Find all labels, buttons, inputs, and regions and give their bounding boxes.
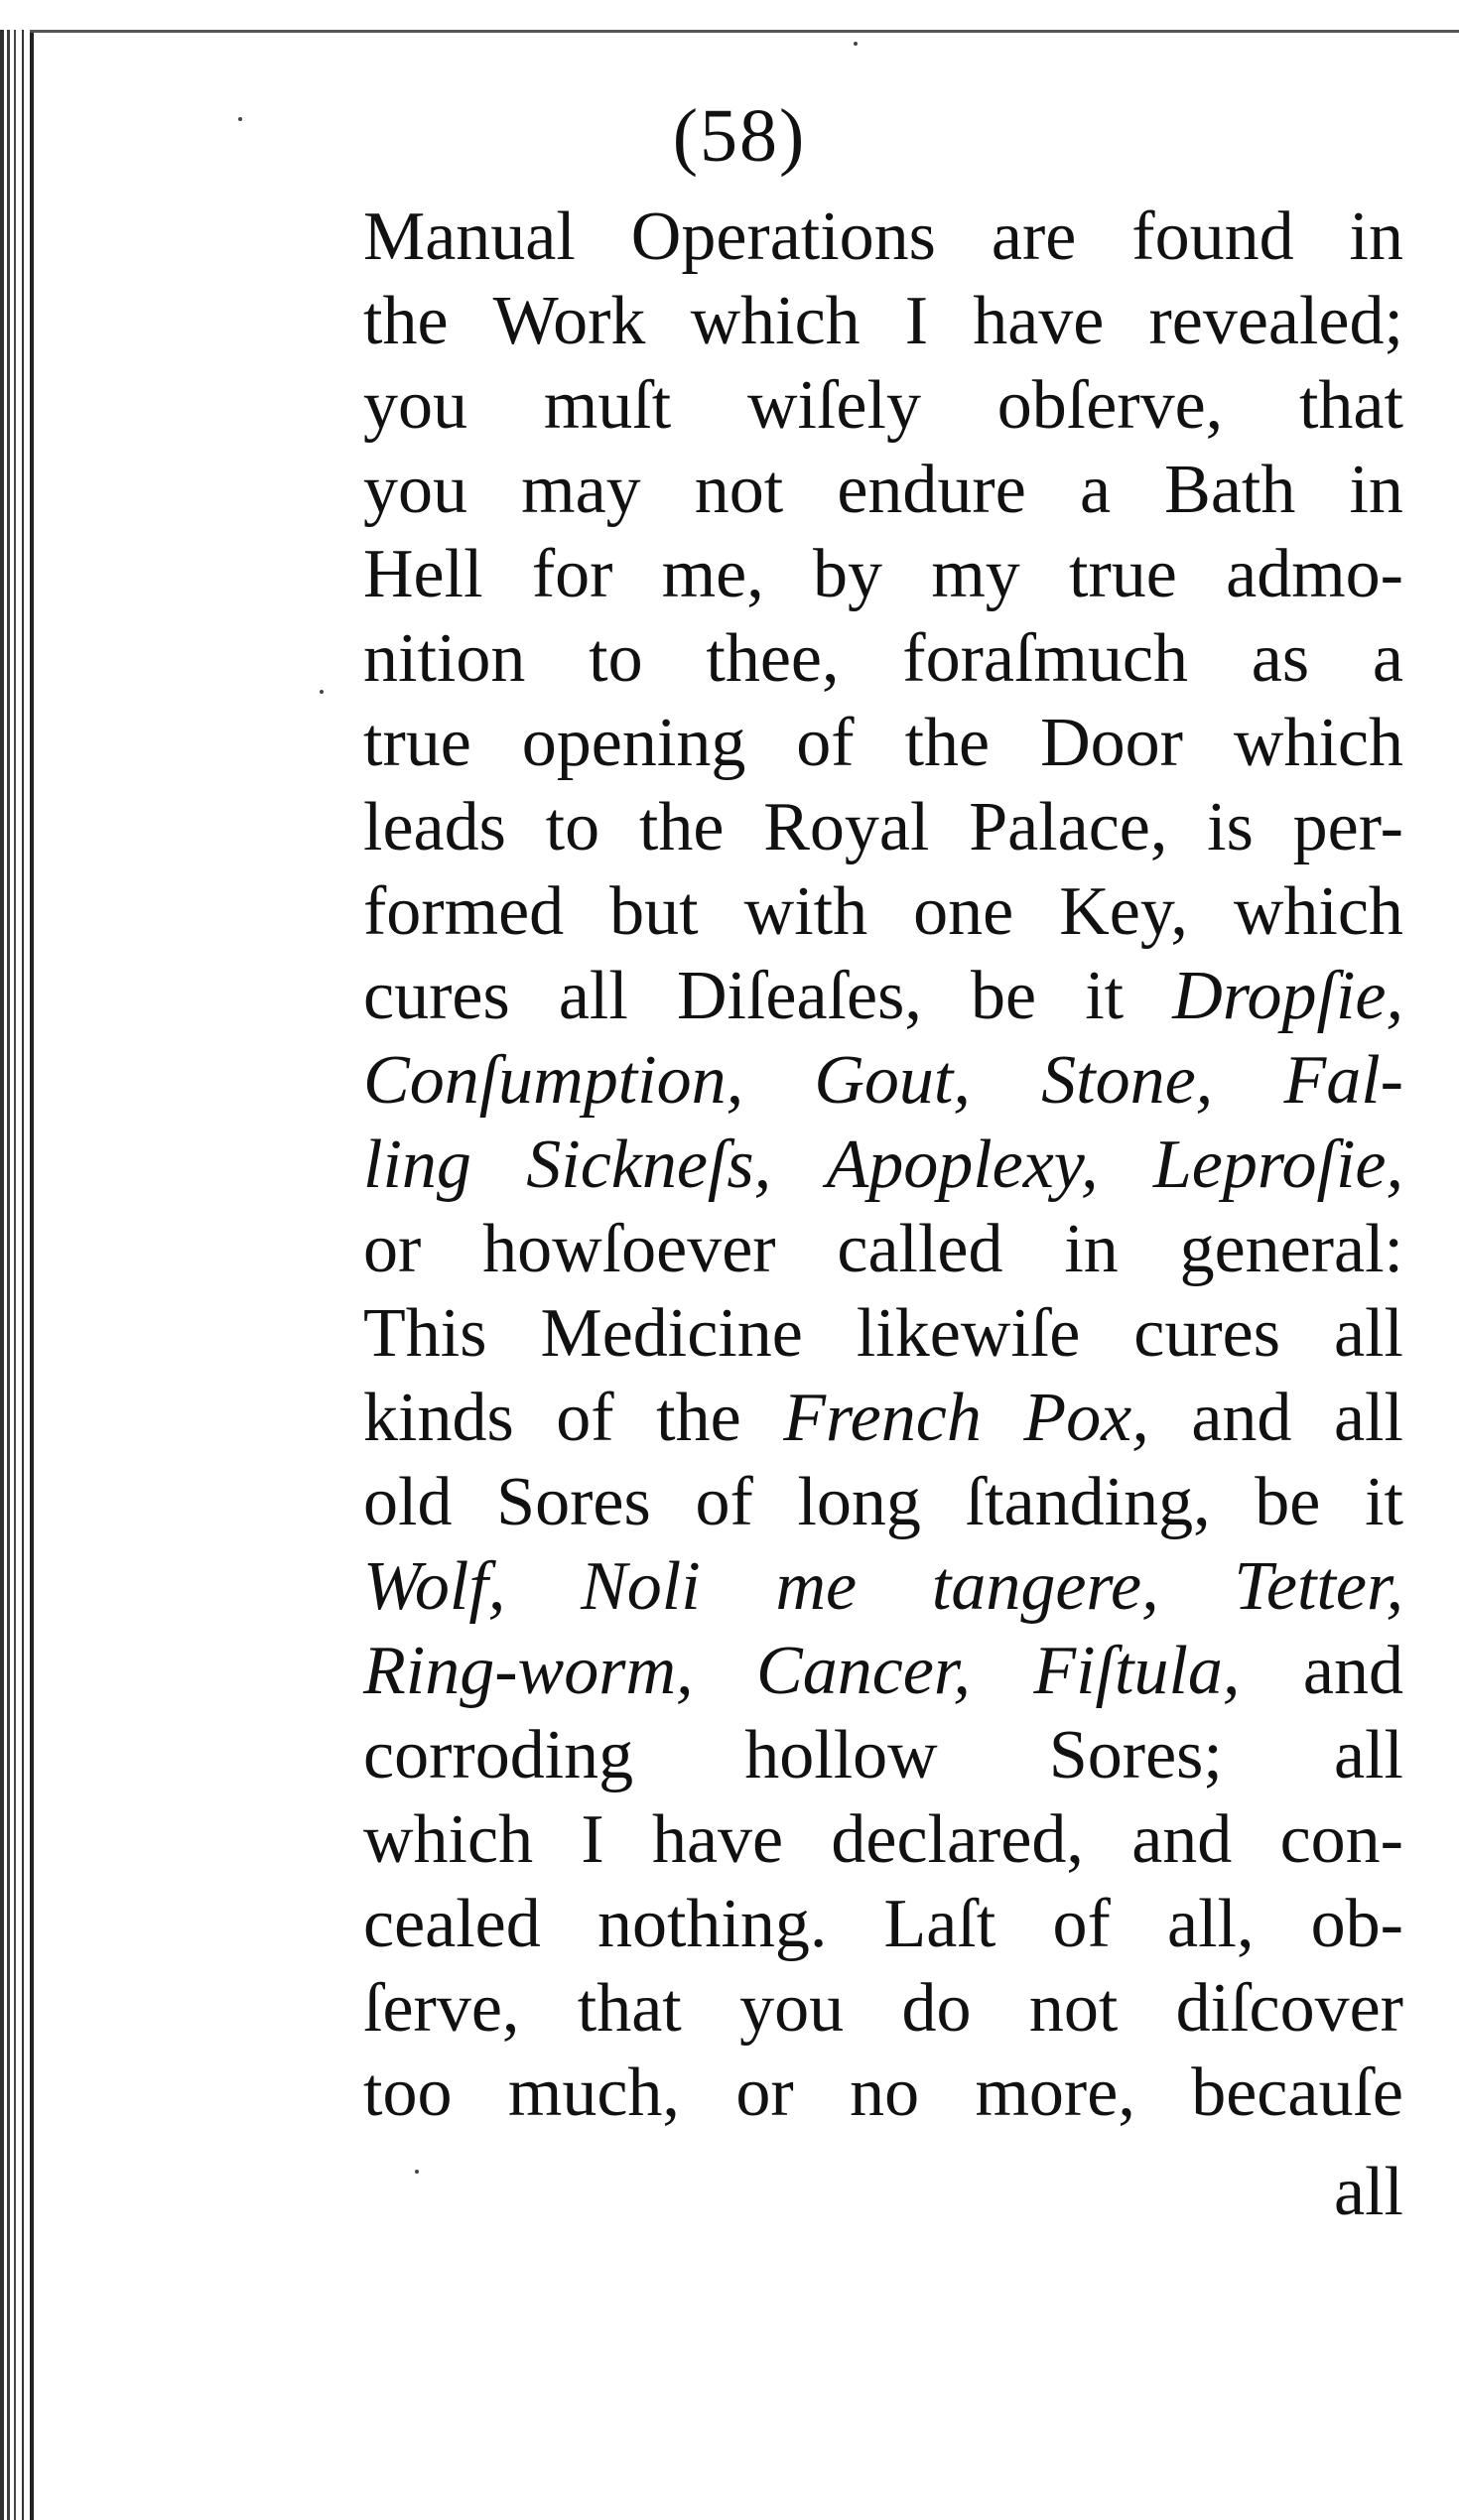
word: admo- (1226, 536, 1403, 612)
word: all (558, 958, 628, 1034)
word: in (1064, 1211, 1119, 1287)
word: muſt (543, 367, 672, 444)
italic-word: me (775, 1548, 858, 1625)
word: cealed (363, 1886, 541, 1962)
word: ob- (1310, 1886, 1403, 1962)
word: the (363, 283, 449, 359)
page-edge-line (30, 30, 34, 2520)
word: which (1233, 705, 1403, 781)
text-line (363, 1376, 1403, 1460)
word: all (1333, 1380, 1403, 1456)
word: or (735, 2055, 794, 2131)
word: with (743, 873, 868, 950)
word: Manual (363, 199, 576, 275)
italic-word: Conſumption, (363, 1042, 744, 1119)
word: it (1365, 1464, 1403, 1540)
word: but (609, 873, 699, 950)
word: opening (521, 705, 746, 781)
text-line (363, 701, 1403, 785)
word: the (656, 1380, 741, 1456)
text-line (363, 363, 1403, 448)
word: my (931, 536, 1020, 612)
italic-word: ling (363, 1127, 471, 1203)
word: found (1131, 199, 1294, 275)
word: kinds (363, 1380, 514, 1456)
ink-speck (415, 2170, 419, 2174)
word: a (1372, 620, 1403, 697)
word: ſerve, (363, 1970, 520, 2047)
word: as (1251, 620, 1310, 697)
word: Bath (1164, 452, 1296, 528)
word: no (850, 2055, 920, 2131)
ink-speck (238, 117, 242, 121)
word: you (739, 1970, 845, 2047)
word: called (837, 1211, 1003, 1287)
text-line (363, 1629, 1403, 1713)
word: general: (1179, 1211, 1403, 1287)
italic-word: Dropſie, (1172, 958, 1403, 1034)
word: hollow (744, 1717, 938, 1793)
word: Operations (630, 199, 936, 275)
text-line (363, 954, 1403, 1038)
italic-word: Ring-worm, (363, 1633, 694, 1709)
word: Laſt (883, 1886, 996, 1962)
word: declared, (831, 1801, 1084, 1878)
text-line (363, 195, 1403, 279)
word: one (913, 873, 1014, 950)
word: endure (837, 452, 1026, 528)
word: which (363, 1801, 534, 1878)
text-line (363, 869, 1403, 954)
page-top-edge (30, 30, 1459, 33)
word: to (545, 789, 600, 865)
text-line (363, 1882, 1403, 1966)
word: much, (507, 2055, 680, 2131)
italic-word: Sickneſs, (526, 1127, 772, 1203)
word: nition (363, 620, 526, 697)
word: have (651, 1801, 784, 1878)
italic-word: Cancer, (756, 1633, 971, 1709)
word: long (797, 1464, 921, 1540)
italic-word: Tetter, (1234, 1548, 1403, 1625)
word: be (1255, 1464, 1321, 1540)
text-line (363, 448, 1403, 532)
word: leads (363, 789, 506, 865)
word: diſcover (1175, 1970, 1403, 2047)
word: nothing. (597, 1886, 828, 1962)
text-line (363, 1123, 1403, 1207)
word: Royal (763, 789, 930, 865)
word: that (577, 1970, 682, 2047)
italic-word: Pox, (1023, 1380, 1149, 1456)
word: con- (1279, 1801, 1403, 1878)
text-line (363, 616, 1403, 701)
body-text (363, 195, 1403, 2135)
word: may (521, 452, 641, 528)
word: all (1334, 1295, 1403, 1372)
word: in (1349, 199, 1403, 275)
word: true (1069, 536, 1177, 612)
word: and (1302, 1633, 1403, 1709)
word: I (581, 1801, 604, 1878)
word: corroding (363, 1717, 634, 1793)
italic-word: Fal- (1283, 1042, 1403, 1119)
word: revealed; (1148, 283, 1403, 359)
word: Sores (496, 1464, 651, 1540)
word: by (813, 536, 883, 612)
word: you (363, 367, 467, 444)
italic-word: Leproſie, (1152, 1127, 1403, 1203)
word: old (363, 1464, 453, 1540)
word: not (694, 452, 784, 528)
word: to (589, 620, 643, 697)
word: Sores; (1048, 1717, 1223, 1793)
word: Work (492, 283, 646, 359)
word: thee, (706, 620, 840, 697)
word: too (363, 2055, 453, 2131)
word: you (363, 452, 467, 528)
text-line (363, 1713, 1403, 1797)
word: the (638, 789, 725, 865)
word: is (1207, 789, 1254, 865)
text-line (363, 1207, 1403, 1291)
text-line (363, 1291, 1403, 1376)
text-line (363, 1544, 1403, 1629)
word: do (901, 1970, 972, 2047)
word: that (1298, 367, 1403, 444)
word: Door (1040, 705, 1183, 781)
word: which (690, 283, 861, 359)
word: cures (1133, 1295, 1280, 1372)
word: becauſe (1191, 2055, 1403, 2131)
word: of (796, 705, 855, 781)
word: have (973, 283, 1105, 359)
text-line (363, 2051, 1403, 2135)
text-line (363, 785, 1403, 869)
word: ſtanding, (965, 1464, 1211, 1540)
word: all (1334, 1717, 1403, 1793)
word: Diſeaſes, (676, 958, 922, 1034)
word: per- (1292, 789, 1403, 865)
word: of (1052, 1886, 1111, 1962)
italic-word: Wolf, (363, 1548, 506, 1625)
word: Hell (363, 536, 483, 612)
italic-word: Stone, (1041, 1042, 1214, 1119)
word: me, (661, 536, 764, 612)
italic-word: Apoplexy, (826, 1127, 1099, 1203)
word: in (1349, 452, 1403, 528)
word: Key, (1059, 873, 1188, 950)
text-line (363, 1797, 1403, 1882)
word: a (1079, 452, 1112, 528)
word: obſerve, (996, 367, 1224, 444)
word: formed (363, 873, 565, 950)
word: for (531, 536, 613, 612)
word: likewiſe (856, 1295, 1081, 1372)
word: I (904, 283, 929, 359)
word: Palace, (969, 789, 1168, 865)
italic-word: Gout, (814, 1042, 971, 1119)
word: all, (1167, 1886, 1255, 1962)
ink-speck (854, 42, 858, 46)
italic-word: Noli (581, 1548, 701, 1625)
word: foraſmuch (902, 620, 1188, 697)
text-line (363, 1460, 1403, 1544)
word: of (695, 1464, 753, 1540)
ink-speck (320, 690, 324, 694)
text-line (363, 279, 1403, 363)
word: howſoever (482, 1211, 776, 1287)
word: not (1028, 1970, 1119, 2047)
word: true (363, 705, 471, 781)
page-number: (58) (672, 94, 807, 178)
word: which (1233, 873, 1403, 950)
word: or (363, 1211, 422, 1287)
text-line (363, 1038, 1403, 1123)
word: the (904, 705, 991, 781)
word: and (1131, 1801, 1233, 1878)
italic-word: tangere, (931, 1548, 1159, 1625)
text-line (363, 532, 1403, 616)
word: and (1191, 1380, 1292, 1456)
word: it (1085, 958, 1125, 1034)
word: wiſely (746, 367, 921, 444)
catchword: all (1334, 2154, 1403, 2230)
word: cures (363, 958, 510, 1034)
text-line (363, 1966, 1403, 2051)
word: This (363, 1295, 487, 1372)
word: of (556, 1380, 614, 1456)
italic-word: French (783, 1380, 982, 1456)
word: be (971, 958, 1037, 1034)
word: are (991, 199, 1077, 275)
binding-edge (0, 30, 48, 2520)
italic-word: Fiſtula, (1033, 1633, 1241, 1709)
word: Medicine (540, 1295, 803, 1372)
word: more, (975, 2055, 1135, 2131)
